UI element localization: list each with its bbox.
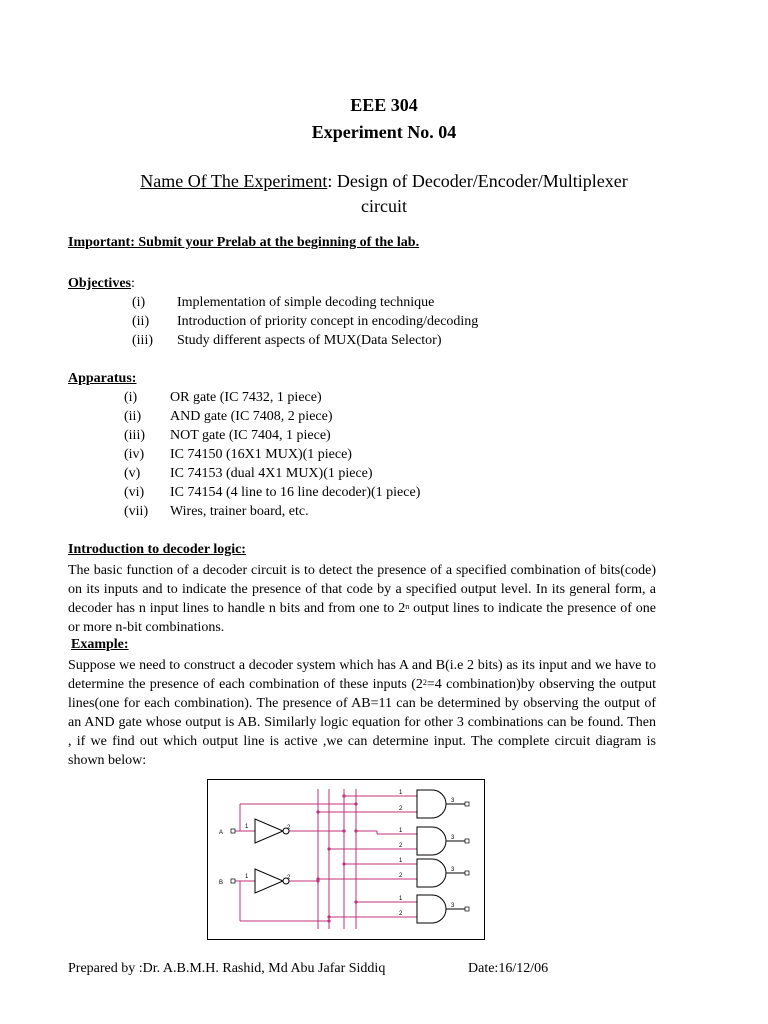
svg-text:1: 1 — [399, 896, 403, 902]
svg-text:3: 3 — [451, 903, 455, 909]
important-note: Important: Submit your Prelab at the beginning of the lab. — [68, 235, 420, 250]
experiment-name-value: : Design of Decoder/Encoder/Multiplexer — [327, 171, 628, 191]
svg-text:1: 1 — [245, 874, 249, 880]
example-paragraph: Suppose we need to construct a decoder system which has A and B(i.e 2 bits) as its input and we have to determine the presence of each combination of these inputs ($2^2=4$ combination)by observing the output lines(one for each combination). The presence of AB=11 can be determined by observing the output of an AND gate whose output is AB. Similarly logic equation for other 3 combinations can be found. Then , if we find out which output line is active ,we can determine input. The complete circuit diagram is shown below: — [68, 658, 656, 768]
objectives-heading: Objectives: — [68, 276, 135, 291]
svg-text:2: 2 — [287, 875, 291, 881]
svg-text:1: 1 — [399, 858, 403, 864]
and-gate-3 — [417, 859, 446, 887]
input-a-label: A — [219, 830, 224, 836]
svg-text:3: 3 — [451, 867, 455, 873]
svg-text:2: 2 — [399, 873, 403, 879]
intro-paragraph: The basic function of a decoder circuit is to detect the presence of a specified combination of bits(code) on its inputs and to indicate the presence of that code by a specified output level. In its general form, a decoder has n input lines to handle n bits and from one to 2$^n$ output lines to indicate the presence of one or more n-bit combinations. — [68, 563, 657, 635]
decoder-circuit-diagram — [207, 779, 485, 940]
svg-text:2: 2 — [287, 825, 291, 831]
not-gate-a — [255, 819, 283, 843]
example-heading: Example: — [71, 637, 129, 652]
and-gate-4 — [417, 895, 446, 923]
svg-text:3: 3 — [451, 835, 455, 841]
svg-text:1: 1 — [399, 790, 403, 796]
svg-text:2: 2 — [399, 843, 403, 849]
svg-text:2: 2 — [399, 806, 403, 812]
and-gate-1 — [417, 790, 446, 818]
svg-text:1: 1 — [245, 824, 249, 830]
and-gate-2 — [417, 827, 446, 855]
apparatus-list: (i) OR gate (IC 7432, 1 piece) (ii) AND gate (IC 7408, 2 piece) (iii) NOT gate (IC 7404, 1 piece) (iv) IC 74150 (16X1 MUX)(1 piece) (v) IC 74153 (dual 4X1 MUX)(1 piece) (vi) IC 74154 (4 line to 16 line decoder)(1 piece) (vii) Wires, trainer board, etc. — [124, 390, 421, 519]
document-date: Date:16/12/06 — [468, 961, 549, 976]
input-b-label: B — [219, 880, 224, 886]
course-code: EEE 304 — [350, 95, 418, 115]
svg-text:3: 3 — [451, 798, 455, 804]
apparatus-heading: Apparatus: — [68, 371, 137, 386]
experiment-name-line2: circuit — [361, 196, 407, 216]
experiment-name-label: Name Of The Experiment — [140, 171, 328, 191]
svg-text:1: 1 — [399, 828, 403, 834]
experiment-number: Experiment No. 04 — [311, 122, 457, 142]
intro-heading: Introduction to decoder logic: — [68, 542, 246, 557]
svg-text:2: 2 — [399, 911, 403, 917]
prepared-by: Prepared by :Dr. A.B.M.H. Rashid, Md Abu Jafar Siddiq — [68, 961, 386, 976]
not-gate-b — [255, 869, 283, 893]
objectives-list: (i) Implementation of simple decoding technique (ii) Introduction of priority concept in encoding/decoding (iii) Study different aspects of MUX(Data Selector) — [132, 295, 479, 348]
experiment-name — [0, 171, 768, 192]
